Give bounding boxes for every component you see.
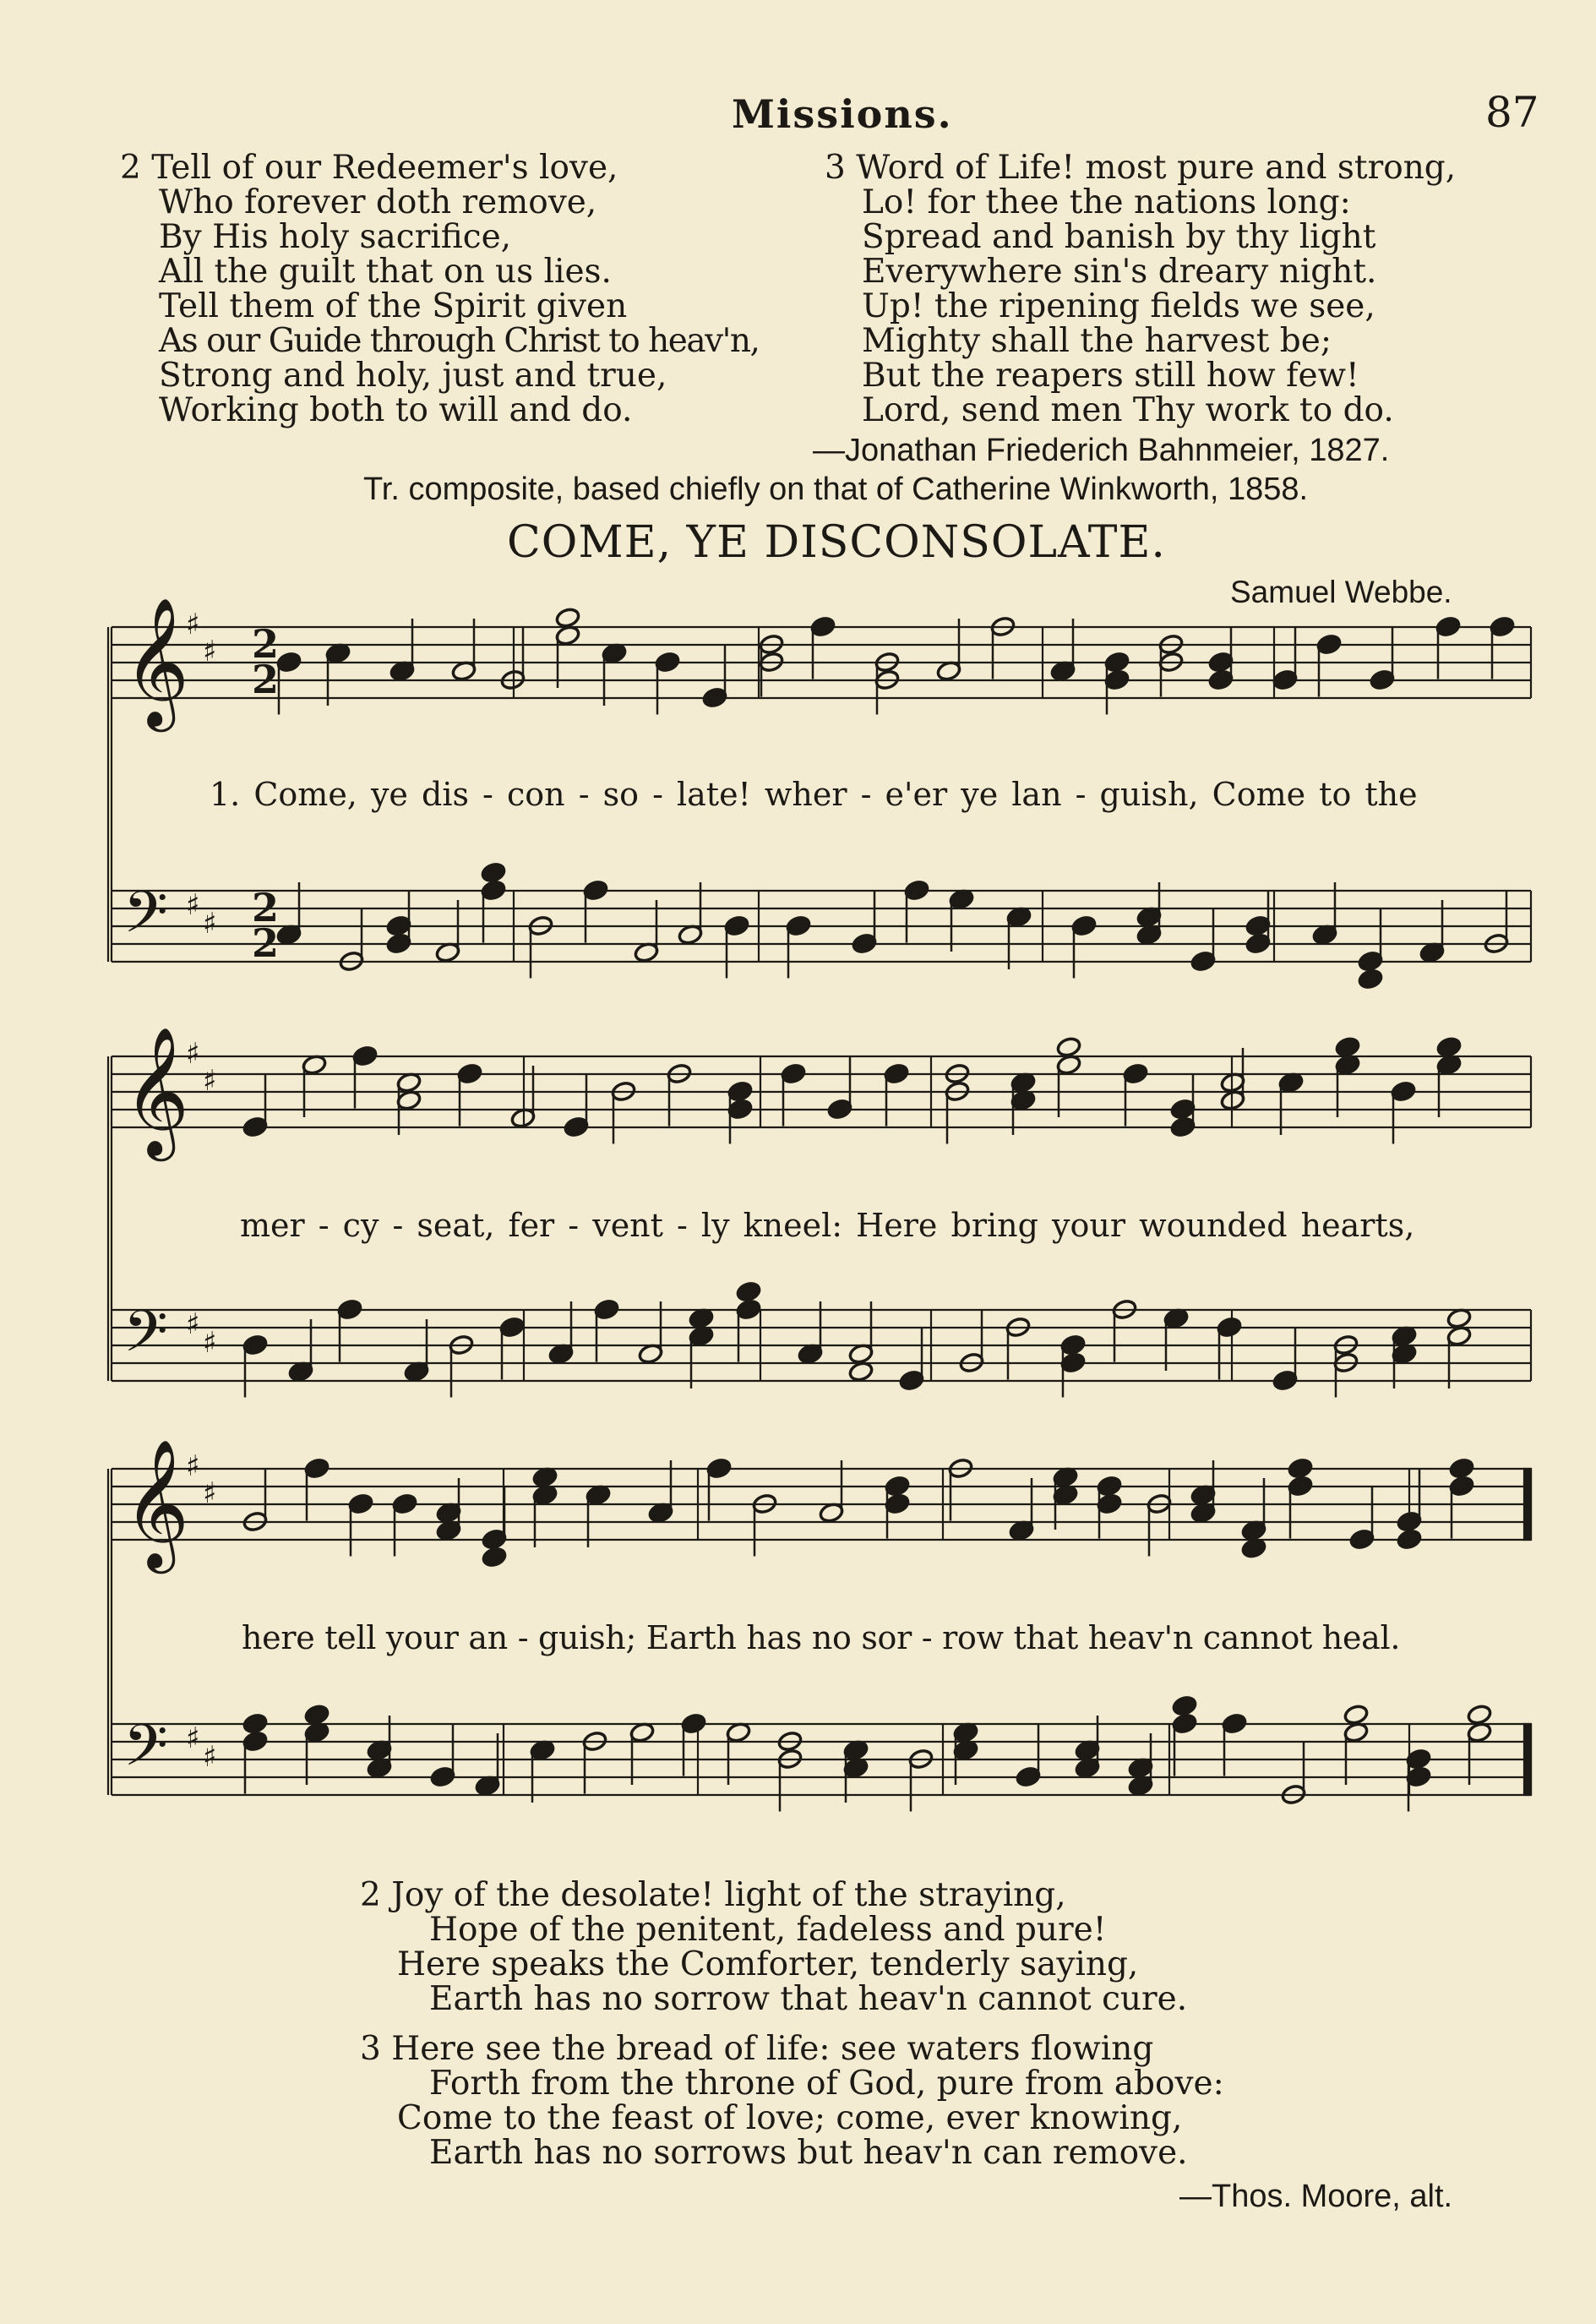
note-head [727, 1081, 754, 1103]
sharp-icon: ♯ [186, 1037, 200, 1071]
note-head [1170, 1116, 1196, 1138]
note-head [1060, 1352, 1087, 1374]
verse-line: Working both to will and do. [159, 391, 633, 429]
prev-hymn-author: —Jonathan Friederich Bahnmeier, 1827. [813, 433, 1390, 468]
treble-clef-icon: 𝄞 [123, 1438, 190, 1568]
sharp-icon: ♯ [186, 1721, 200, 1755]
sharp-icon: ♯ [203, 1740, 217, 1774]
hymn-verse-3 [360, 2032, 1224, 2170]
verse-line: By His holy sacrifice, [159, 218, 512, 256]
note-head [276, 652, 302, 674]
note-head [1172, 1695, 1198, 1717]
sharp-icon: ♯ [203, 1476, 217, 1510]
composer: Samuel Webbe. [1230, 575, 1452, 609]
note-head [242, 1731, 269, 1753]
verse-line: As our Guide through Christ to heav'n, [159, 322, 760, 360]
note-head [1349, 1529, 1375, 1551]
note-head [304, 1458, 330, 1480]
note-head [706, 1458, 733, 1480]
note-head [1343, 1704, 1370, 1726]
note-head [1097, 1476, 1123, 1498]
treble-clef-icon: 𝄞 [123, 1026, 190, 1156]
note-head [899, 1370, 925, 1392]
verse-line: 2 Joy of the desolate! light of the straying, [360, 1876, 1066, 1914]
note-head [1272, 1370, 1299, 1392]
verse-line: Tell them of the Spirit given [159, 287, 628, 325]
note-head [1097, 1493, 1123, 1515]
note-head [555, 607, 581, 629]
note-head [1436, 1036, 1463, 1058]
note-head [827, 1099, 853, 1121]
treble-clef-icon: 𝄞 [123, 597, 190, 727]
note-head [352, 1045, 379, 1067]
note-head [852, 933, 878, 955]
note-head [242, 1116, 269, 1138]
note-head [348, 1493, 374, 1515]
sharp-icon: ♯ [186, 608, 200, 641]
time-signature: 2 [252, 885, 280, 930]
note-head [337, 1299, 363, 1321]
note-head [1370, 669, 1396, 691]
note-head [564, 1116, 590, 1138]
sharp-icon: ♯ [186, 1307, 200, 1341]
final-bar-line [1524, 1469, 1531, 1540]
note-head [386, 915, 412, 937]
verse-line: Lord, send men Thy work to do. [862, 391, 1394, 429]
note-head [1449, 1476, 1475, 1498]
note-head [1397, 1529, 1423, 1551]
note-head [1104, 652, 1130, 674]
verse-line: Everywhere sin's dreary night. [862, 253, 1377, 291]
hymn-title: COME, YE DISCONSOLATE. [507, 517, 1166, 568]
note-head [1272, 669, 1299, 691]
note-head [1172, 1713, 1198, 1735]
note-head [904, 880, 930, 902]
note-head [1056, 1036, 1082, 1058]
sharp-icon: ♯ [186, 1449, 200, 1483]
note-head [1397, 1511, 1423, 1533]
verse-line: 2 Tell of our Redeemer's love, [120, 149, 618, 187]
verse-line: Forth from the throne of God, pure from above: [429, 2065, 1224, 2103]
note-head [1245, 915, 1272, 937]
lyric-line-1: 1. Come, ye dis - con - so - late! wher - e'er ye lan - guish, Come to the [210, 776, 1418, 813]
note-head [482, 1547, 508, 1568]
page-number: 87 [1485, 88, 1539, 137]
note-head [786, 915, 812, 937]
note-head [457, 1063, 483, 1085]
note-head [499, 1317, 526, 1339]
note-head [1104, 669, 1130, 691]
verse-line: 3 Here see the bread of life: see waters flowing [360, 2030, 1154, 2068]
note-head [1123, 1063, 1149, 1085]
bass-clef-icon: 𝄢 [123, 1299, 168, 1379]
note-head [1288, 1458, 1314, 1480]
note-head [885, 1476, 911, 1498]
note-head [1435, 616, 1462, 638]
note-head [482, 1529, 508, 1551]
note-head [727, 1099, 754, 1121]
verse-line: But the reapers still how few! [862, 357, 1359, 395]
note-head [1217, 1317, 1243, 1339]
note-head [304, 1704, 330, 1726]
note-head [594, 1299, 620, 1321]
note-head [681, 1713, 707, 1735]
note-head [655, 652, 681, 674]
note-head [242, 1334, 269, 1356]
note-head [1316, 634, 1343, 656]
verse-line: Lo! for thee the nations long: [862, 183, 1351, 221]
note-head [1208, 652, 1234, 674]
verse-line: Earth has no sorrow that heav'n cannot cure. [429, 1980, 1188, 2018]
verse-line: Earth has no sorrows but heav'n can remove. [429, 2134, 1188, 2172]
words-by: —Thos. Moore, alt. [1179, 2179, 1453, 2214]
time-signature: 2 [252, 657, 280, 702]
note-head [1391, 1081, 1417, 1103]
note-head [392, 1493, 418, 1515]
verse-line: Mighty shall the harvest be; [862, 322, 1332, 360]
note-head [884, 1063, 910, 1085]
note-head [781, 1063, 807, 1085]
note-head [1016, 1766, 1042, 1788]
note-head [386, 933, 412, 955]
verse-line: Spread and banish by thy light [862, 218, 1376, 256]
note-head [1358, 968, 1384, 990]
time-signature: 2 [252, 621, 280, 667]
sharp-icon: ♯ [203, 1064, 217, 1098]
note-head [736, 1281, 762, 1303]
note-head [736, 1299, 762, 1321]
sharp-icon: ♯ [203, 907, 217, 941]
bass-clef-icon: 𝄢 [123, 1713, 168, 1793]
note-head [1208, 669, 1234, 691]
verse-line: Up! the ripening fields we see, [862, 287, 1375, 325]
lyric-line-3: here tell your an - guish; Earth has no sor - row that heav'n cannot heal. [242, 1619, 1401, 1656]
sharp-icon: ♯ [186, 888, 200, 922]
note-head [1060, 1334, 1087, 1356]
note-head [1245, 933, 1272, 955]
note-head [885, 1493, 911, 1515]
section-title: Missions. [732, 91, 953, 137]
sharp-icon: ♯ [203, 635, 217, 668]
verse-line: All the guilt that on us lies. [159, 253, 612, 291]
note-head [1358, 951, 1384, 973]
note-head [1190, 951, 1217, 973]
lyric-line-2: mer - cy - seat, fer - vent - ly kneel: Here bring your wounded hearts, [240, 1207, 1415, 1244]
note-head [1449, 1458, 1475, 1480]
note-head [1335, 1036, 1361, 1058]
verse-line: Here speaks the Comforter, tenderly saying, [397, 1945, 1139, 1983]
note-head [481, 880, 507, 902]
note-head [583, 880, 609, 902]
prev-hymn-translator: Tr. composite, based chiefly on that of Catherine Winkworth, 1858. [363, 472, 1309, 507]
verse-line: 3 Word of Life! most pure and strong, [825, 149, 1457, 187]
note-head [1490, 616, 1516, 638]
note-head [1222, 1713, 1248, 1735]
note-head [1467, 1704, 1493, 1726]
note-head [724, 915, 750, 937]
verse-line: Come to the feast of love; come, ever knowing, [397, 2099, 1183, 2137]
time-signature: 2 [252, 920, 280, 966]
note-head [810, 616, 836, 638]
note-head [702, 687, 728, 709]
note-head [481, 862, 507, 884]
note-head [242, 1713, 269, 1735]
final-bar-line [1524, 1724, 1531, 1795]
note-head [1071, 915, 1098, 937]
verse-line: Who forever doth remove, [159, 183, 597, 221]
note-head [1288, 1476, 1314, 1498]
verse-line: Strong and holy, just and true, [159, 357, 667, 395]
bass-clef-icon: 𝄢 [123, 880, 168, 960]
sharp-icon: ♯ [203, 1326, 217, 1360]
verse-line: Hope of the penitent, fadeless and pure! [429, 1911, 1107, 1949]
note-head [430, 1766, 456, 1788]
note-head [1170, 1099, 1196, 1121]
hymn-verse-2 [360, 1878, 1187, 2016]
